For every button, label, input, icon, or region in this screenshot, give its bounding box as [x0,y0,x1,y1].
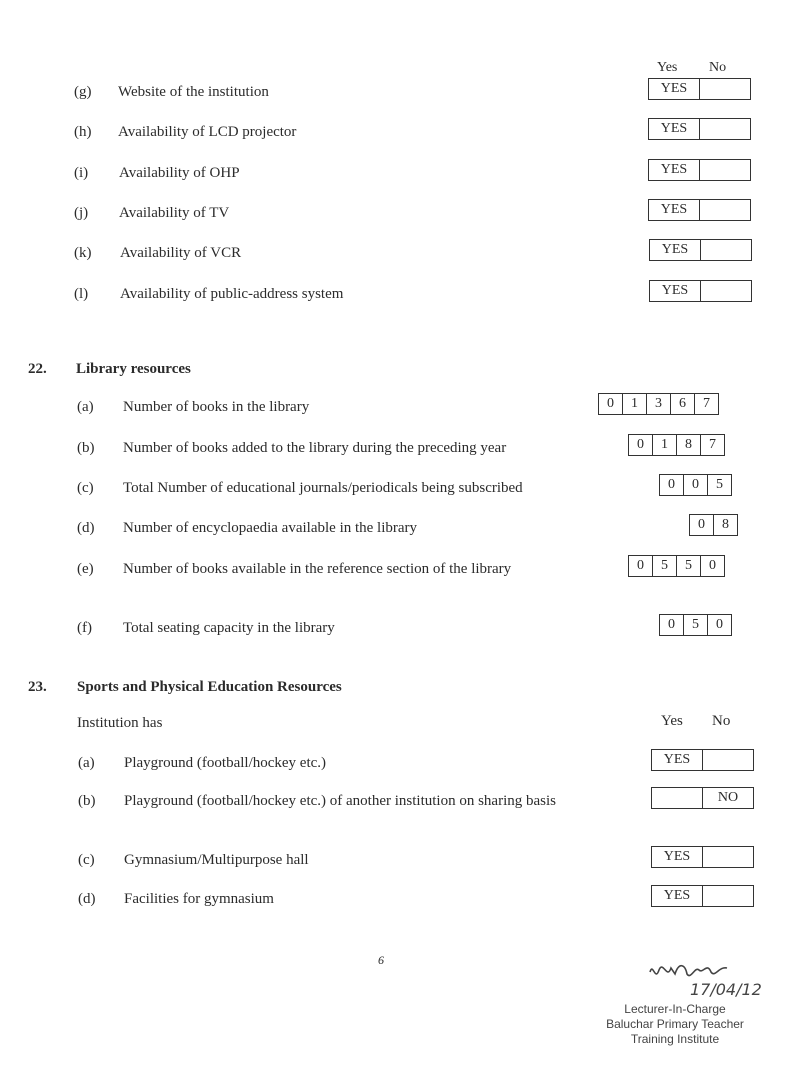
item-text: Website of the institution [118,84,269,100]
digit-boxes [628,434,725,456]
list-item [0,81,800,114]
no-column-header: No [709,60,727,75]
signature-line: Lecturer-In-Charge [624,1002,726,1016]
list-item [0,242,800,275]
no-cell: NO [717,790,739,805]
item-text: Number of books added to the library during the preceding year [123,440,507,456]
item-label: (i) [74,165,89,181]
item-label: (e) [77,561,94,577]
item-text: Availability of OHP [119,165,240,181]
item-text: Number of books in the library [123,399,310,415]
page-number: 6 [378,953,384,967]
list-item [0,888,800,921]
item-text: Number of encyclopaedia available in the library [123,520,418,536]
yes-cell: YES [649,119,700,139]
yes-cell: YES [650,281,701,301]
yes-no-box [651,885,754,907]
list-item [0,617,800,650]
item-text: Availability of public-address system [120,286,344,302]
item-label: (d) [77,520,95,536]
digit-cell: 0 [637,558,644,573]
list-item [0,752,800,785]
yes-cell: YES [650,240,701,260]
yes-no-box [651,749,754,771]
digit-cell: 0 [700,556,724,576]
item-text: Number of books available in the reference section of the library [123,561,512,577]
no-cell [703,886,753,906]
digit-cell: 0 [698,517,705,532]
item-label: (b) [78,793,96,809]
item-label: (f) [77,620,92,636]
item-text: Facilities for gymnasium [124,891,274,907]
item-label: (c) [78,852,95,868]
no-cell [700,119,750,139]
digit-cell: 0 [668,617,675,632]
list-item [0,849,800,882]
no-cell [700,200,750,220]
list-item [0,162,800,195]
list-item [0,283,800,316]
no-cell [703,847,753,867]
item-text: Availability of TV [119,205,230,221]
no-cell [703,750,753,770]
digit-cell: 5 [683,615,707,635]
yes-cell: YES [649,160,700,180]
item-label: (c) [77,480,94,496]
no-cell [701,240,751,260]
no-cell [700,160,750,180]
list-item [0,477,800,510]
item-text: Playground (football/hockey etc.) [124,755,327,771]
item-label: (b) [77,440,95,456]
list-item [0,558,800,591]
yes-no-box [648,78,751,100]
digit-cell: 0 [683,475,707,495]
section-number: 22. [28,361,47,377]
section-title: Sports and Physical Education Resources [77,679,342,695]
item-label: (h) [74,124,92,140]
list-item [0,790,800,823]
signature-line: Training Institute [630,1032,720,1046]
yes-no-box [651,846,754,868]
list-item [0,437,800,470]
yes-cell [652,788,703,808]
digit-cell: 7 [700,435,724,455]
digit-cell: 7 [694,394,718,414]
digit-boxes [659,614,732,636]
yes-cell: YES [649,79,700,99]
yes-no-box [651,787,754,809]
yes-column-header: Yes [661,713,683,729]
list-item [0,202,800,235]
yes-no-box [649,239,752,261]
yes-no-box [648,118,751,140]
item-text: Total seating capacity in the library [123,620,335,636]
digit-boxes [659,474,732,496]
list-item [0,396,800,429]
digit-cell: 5 [652,556,676,576]
digit-cell: 1 [622,394,646,414]
section-number: 23. [28,679,47,695]
no-column-header: No [712,713,731,729]
item-text: Playground (football/hockey etc.) of another institution on sharing basis [124,793,556,809]
digit-cell: 1 [652,435,676,455]
digit-cell: 0 [707,615,731,635]
item-label: (d) [78,891,96,907]
digit-boxes [689,514,738,536]
digit-cell: 0 [607,396,614,411]
digit-boxes [598,393,719,415]
digit-cell: 6 [670,394,694,414]
yes-no-box [648,199,751,221]
list-item [0,121,800,154]
item-text: Availability of LCD projector [118,124,297,140]
yes-no-box [649,280,752,302]
digit-cell: 0 [668,477,675,492]
no-cell [701,281,751,301]
no-cell [700,79,750,99]
digit-cell: 0 [637,437,644,452]
digit-boxes [628,555,725,577]
list-item [0,517,800,550]
digit-cell: 5 [676,556,700,576]
item-label: (j) [74,205,89,221]
section-title: Library resources [76,361,191,377]
item-label: (l) [74,286,89,302]
digit-cell: 5 [707,475,731,495]
yes-cell: YES [652,847,703,867]
signature-date: 17/04/12 [690,980,762,999]
yes-column-header: Yes [657,60,678,75]
yes-cell: YES [652,886,703,906]
yes-cell: YES [652,750,703,770]
signature-line: Baluchar Primary Teacher [606,1017,744,1031]
item-text: Availability of VCR [120,245,242,261]
item-text: Gymnasium/Multipurpose hall [124,852,309,868]
item-label: (a) [77,399,94,415]
digit-cell: 3 [646,394,670,414]
item-label: (k) [74,245,92,261]
signature-block [595,1002,755,1047]
yes-cell: YES [649,200,700,220]
digit-cell: 8 [676,435,700,455]
yes-no-box [648,159,751,181]
item-label: (a) [78,755,95,771]
item-text: Total Number of educational journals/periodicals being subscribed [123,480,523,496]
section-subtitle: Institution has [77,715,163,731]
digit-cell: 8 [713,515,737,535]
item-label: (g) [74,84,92,100]
